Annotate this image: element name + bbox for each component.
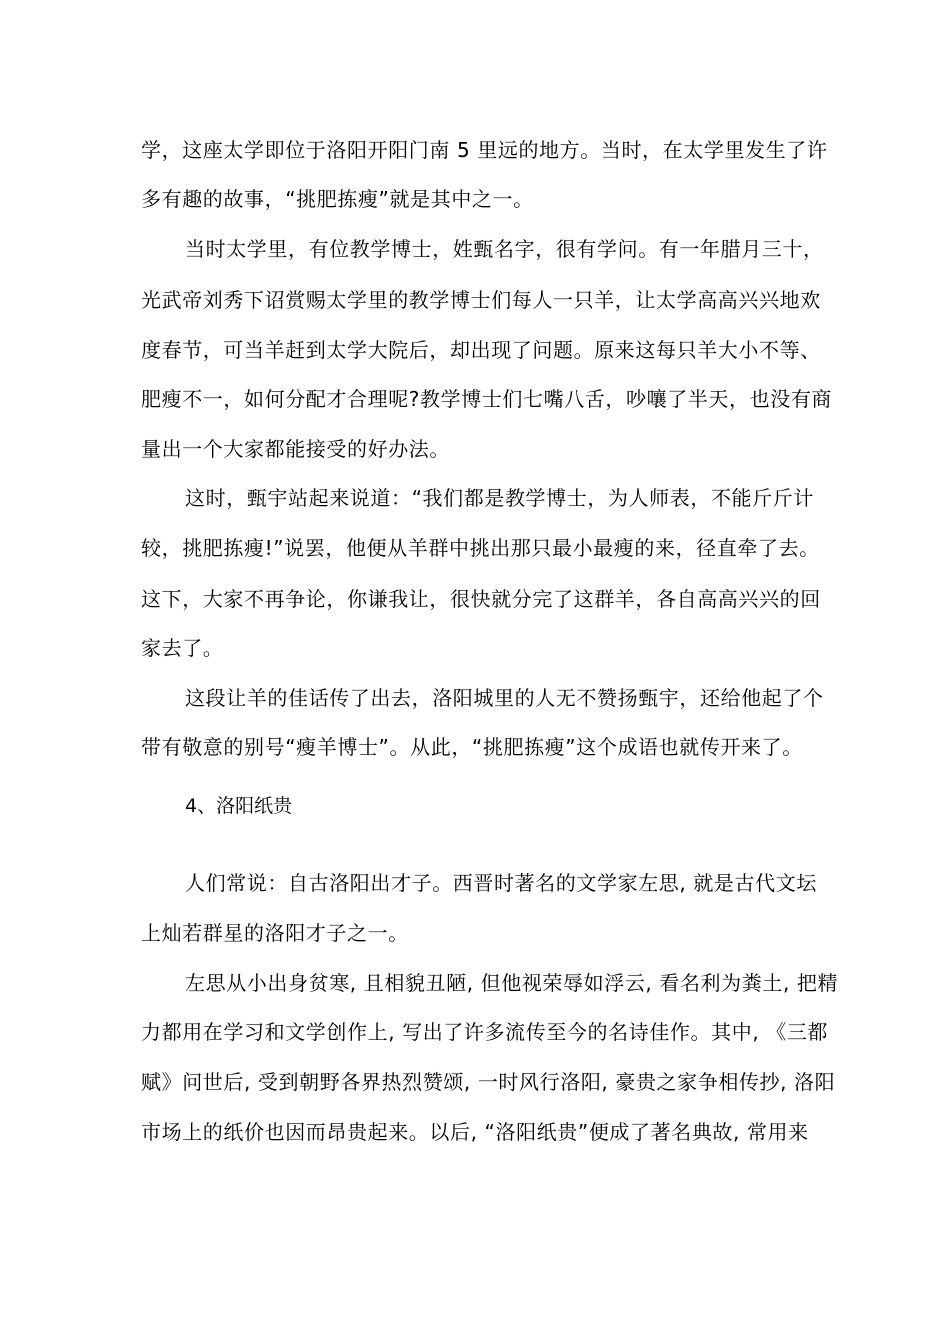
paragraph-line: 这时，甄宇站起来说道：“我们都是教学博士，为人师表，不能斤斤计 [185, 486, 814, 510]
paragraph-line: 上灿若群星的洛阳才子之一。 [141, 921, 409, 945]
paragraph-line: 家去了。 [141, 636, 224, 660]
section-heading: 4、洛阳纸贵 [185, 795, 293, 817]
paragraph-line: 当时太学里，有位教学博士，姓甄名字，很有学问。有一年腊月三十， [185, 237, 824, 261]
paragraph-line: 左思从小出身贫寒, 且相貌丑陋, 但他视荣辱如浮云, 看名利为粪土, 把精 [185, 971, 839, 995]
paragraph-line: 量出一个大家都能接受的好办法。 [141, 437, 450, 461]
paragraph-line: 带有敬意的别号“瘦羊博士”。从此，“挑肥拣瘦”这个成语也就传开来了。 [141, 735, 803, 759]
paragraph-line: 肥瘦不一，如何分配才合理呢?教学博士们七嘴八舌，吵嚷了半天，也没有商 [141, 387, 833, 411]
paragraph-line: 力都用在学习和文学创作上, 写出了许多流传至今的名诗佳作。其中, 《三都 [141, 1020, 829, 1044]
paragraph-line: 这段让羊的佳话传了出去，洛阳城里的人无不赞扬甄宇，还给他起了个 [185, 686, 824, 710]
paragraph-line: 度春节，可当羊赶到太学大院后，却出现了问题。原来这每只羊大小不等、 [141, 338, 821, 362]
paragraph-line: 学，这座太学即位于洛阳开阳门南 5 里远的地方。当时，在太学里发生了许 [141, 138, 828, 162]
paragraph-line: 这下，大家不再争论，你谦我让，很快就分完了这群羊，各自高高兴兴的回 [141, 587, 821, 611]
paragraph-line: 赋》问世后, 受到朝野各界热烈赞颂, 一时风行洛阳, 豪贵之家争相传抄, 洛阳 [141, 1070, 836, 1094]
paragraph-line: 光武帝刘秀下诏赏赐太学里的教学博士们每人一只羊，让太学高高兴兴地欢 [141, 288, 821, 312]
paragraph-line: 人们常说：自古洛阳出才子。西晋时著名的文学家左思, 就是古代文坛 [185, 871, 817, 895]
paragraph-line: 较，挑肥拣瘦!”说罢，他便从羊群中挑出那只最小最瘦的来，径直牵了去。 [141, 536, 820, 560]
paragraph-line: 市场上的纸价也因而昂贵起来。以后, “洛阳纸贵”便成了著名典故, 常用来 [141, 1120, 809, 1144]
paragraph-line: 多有趣的故事，“挑肥拣瘦”就是其中之一。 [141, 187, 534, 211]
